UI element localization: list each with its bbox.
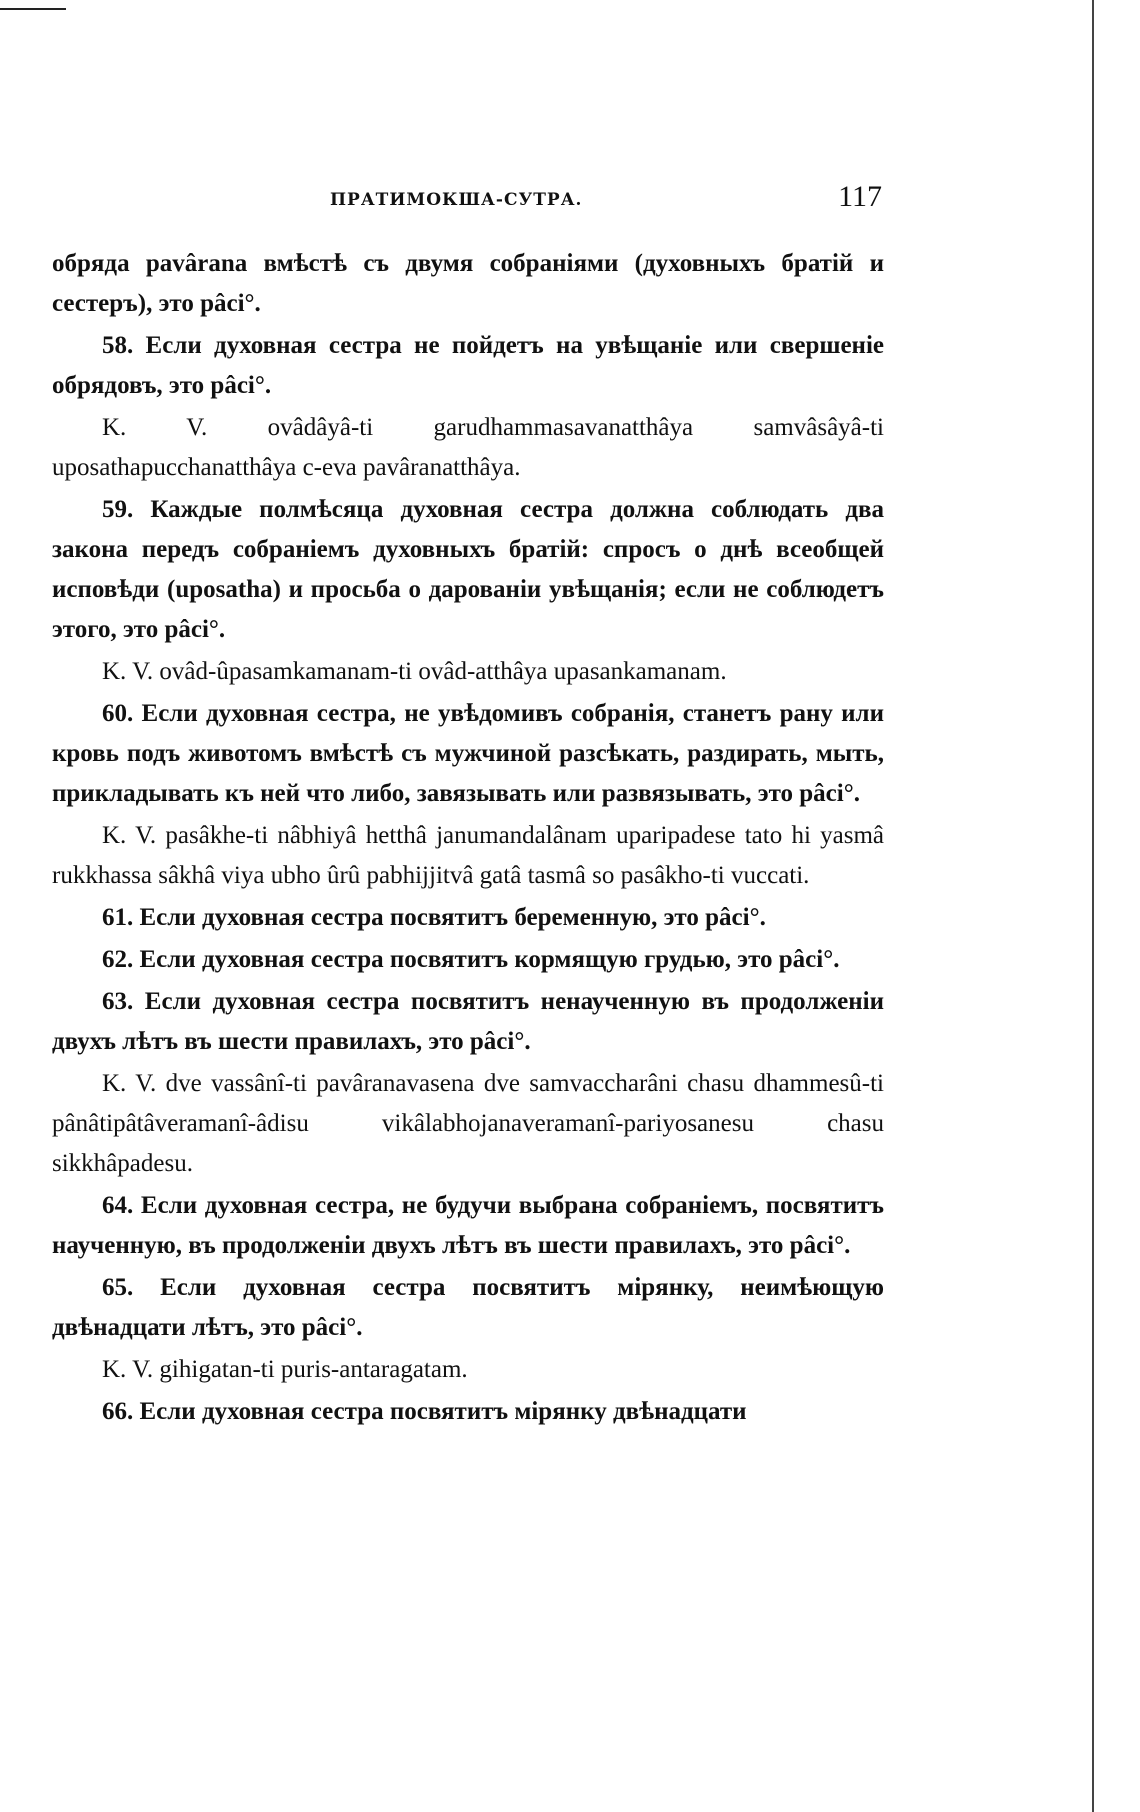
running-title: ПРАТИМОКША-СУТРА.: [330, 190, 583, 210]
rule-paragraph: 61. Если духовная сестра посвятитъ беременную, это pâci°.: [102, 904, 766, 931]
rule-paragraph: 66. Если духовная сестра посвятитъ мірянку двѣнадцати: [102, 1398, 747, 1425]
rule-paragraph: 63. Если духовная сестра посвятитъ ненаученную въ продолженіи двухъ лѣтъ въ шести правилахъ, это pâci°.: [52, 988, 884, 1055]
commentary-paragraph: K. V. ovâdâyâ-ti garudhammasavanatthâya samvâsâyâ-ti uposathapucchanatthâya c-eva pavâranatthâya.: [52, 414, 884, 481]
rule-paragraph: 59. Каждые полмѣсяца духовная сестра должна соблюдать два закона передъ собраніемъ духовныхъ братій: спросъ о днѣ всеобщей исповѣди (uposatha) и просьба о дарованіи увѣщанія; если не соблюдетъ этого, это pâci°.: [52, 496, 884, 643]
page-header: [52, 180, 882, 220]
scan-edge-mark: [0, 8, 66, 10]
rule-paragraph: обряда pavârana вмѣстѣ съ двумя собраніями (духовныхъ братій и сестеръ), это pâci°.: [52, 250, 884, 317]
rule-paragraph: 60. Если духовная сестра, не увѣдомивъ собранія, станетъ рану или кровь подъ животомъ вмѣстѣ съ мужчиной разсѣкать, раздирать, мыть, прикладывать къ ней что либо, завязывать или развязывать, это pâci°.: [52, 700, 884, 807]
text-body: [52, 244, 884, 1434]
rule-paragraph: 62. Если духовная сестра посвятитъ кормящую грудью, это pâci°.: [102, 946, 840, 973]
rule-paragraph: 58. Если духовная сестра не пойдетъ на увѣщаніе или свершеніе обрядовъ, это pâci°.: [52, 332, 884, 399]
commentary-paragraph: K. V. ovâd-ûpasamkamanam-ti ovâd-atthâya upasankamanam.: [102, 658, 727, 685]
page-number: 117: [838, 180, 882, 213]
rule-paragraph: 65. Если духовная сестра посвятитъ мірянку, неимѣющую двѣнадцати лѣтъ, это pâci°.: [52, 1274, 884, 1341]
commentary-paragraph: K. V. gihigatan-ti puris-antaragatam.: [102, 1356, 468, 1383]
commentary-paragraph: K. V. dve vassânî-ti pavâranavasena dve samvaccharâni chasu dhammesû-ti pânâtipâtâveramanî-âdisu vikâlabhojanaveramanî-pariyosanesu chasu sikkhâpadesu.: [52, 1070, 884, 1177]
rule-paragraph: 64. Если духовная сестра, не будучи выбрана собраніемъ, посвятитъ наученную, въ продолженіи двухъ лѣтъ въ шести правилахъ, это pâci°.: [52, 1192, 884, 1259]
commentary-paragraph: K. V. pasâkhe-ti nâbhiyâ hetthâ janumandalânam uparipadese tato hi yasmâ rukkhassa sâkhâ viya ubho ûrû pabhijjitvâ gatâ tasmâ so pasâkho-ti vuccati.: [52, 822, 884, 889]
scan-page-edge: [1092, 0, 1094, 1812]
